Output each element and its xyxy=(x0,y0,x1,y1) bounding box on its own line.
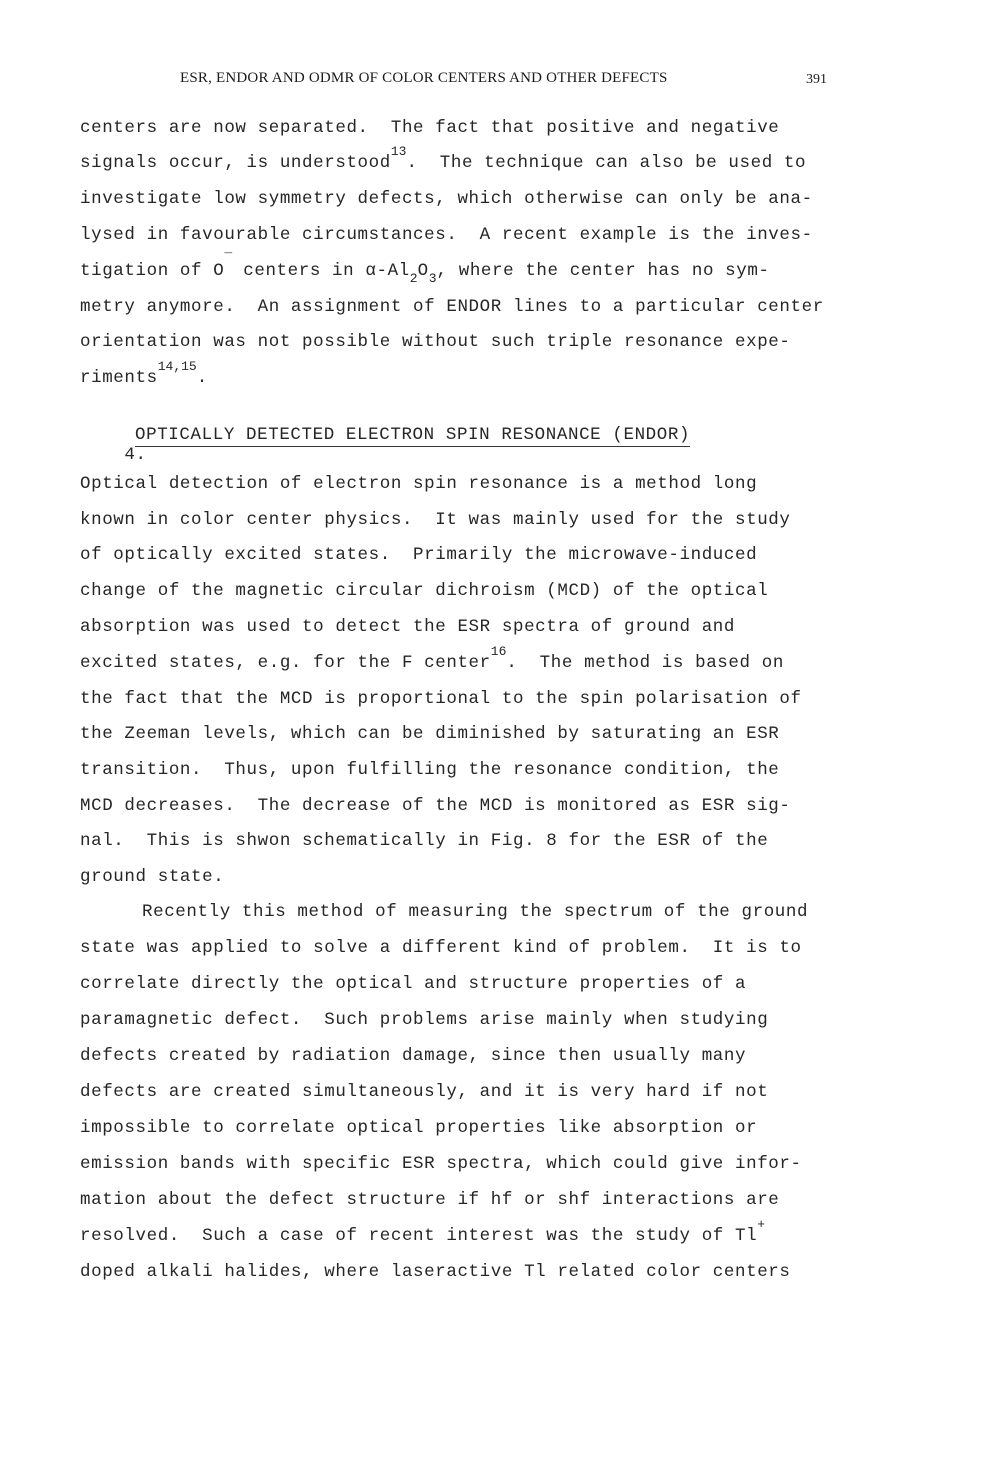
charge-superscript: ¯ xyxy=(224,252,233,267)
citation-superscript: 16 xyxy=(490,644,507,659)
text-line: orientation was not possible without such triple resonance expe- xyxy=(80,332,791,352)
charge-superscript: + xyxy=(757,1217,766,1232)
section-number: 4. xyxy=(124,445,147,465)
text-line: defects created by radiation damage, since then usually many xyxy=(80,1046,747,1066)
text-line: of optically excited states. Primarily the microwave-induced xyxy=(80,545,758,565)
text-span: . The technique can also be used to xyxy=(406,153,807,173)
text-line: Recently this method of measuring the spectrum of the ground xyxy=(142,902,809,922)
text-line: centers are now separated. The fact that positive and negative xyxy=(80,118,780,138)
text-line: paramagnetic defect. Such problems arise mainly when studying xyxy=(80,1010,769,1030)
text-line xyxy=(80,1217,766,1246)
citation-superscript: 14,15 xyxy=(157,359,197,374)
text-line: mation about the defect structure if hf or shf interactions are xyxy=(80,1190,780,1210)
text-line: MCD decreases. The decrease of the MCD is monitored as ESR sig- xyxy=(80,796,791,816)
text-line: emission bands with specific ESR spectra, which could give infor- xyxy=(80,1154,802,1174)
page-number: 391 xyxy=(806,72,827,87)
subscript: 3 xyxy=(428,271,437,286)
text-line xyxy=(80,359,208,388)
text-span: signals occur, is understood xyxy=(80,153,391,173)
text-line xyxy=(80,252,770,286)
text-span: . The method is based on xyxy=(506,653,784,673)
text-line: metry anymore. An assignment of ENDOR lines to a particular center xyxy=(80,297,824,317)
text-line: investigate low symmetry defects, which otherwise can only be ana- xyxy=(80,189,813,209)
subscript: 2 xyxy=(409,271,418,286)
text-line: lysed in favourable circumstances. A recent example is the inves- xyxy=(80,225,813,245)
text-line: the fact that the MCD is proportional to the spin polarisation of xyxy=(80,689,802,709)
running-header: ESR, ENDOR AND ODMR OF COLOR CENTERS AND OTHER DEFECTS xyxy=(180,70,668,86)
text-span: riments xyxy=(80,368,158,388)
text-span: . xyxy=(196,368,208,388)
text-span: tigation of O xyxy=(80,261,225,281)
citation-superscript: 13 xyxy=(390,144,407,159)
text-line: absorption was used to detect the ESR spectra of ground and xyxy=(80,617,736,637)
text-span: , where the center has no sym- xyxy=(436,261,770,281)
text-line: Optical detection of electron spin resonance is a method long xyxy=(80,474,758,494)
text-line: ground state. xyxy=(80,867,225,887)
text-span: excited states, e.g. for the F center xyxy=(80,653,491,673)
text-line: change of the magnetic circular dichroism (MCD) of the optical xyxy=(80,581,769,601)
text-line: impossible to correlate optical properties like absorption or xyxy=(80,1118,758,1138)
text-span: centers in α-Al xyxy=(232,261,410,281)
text-line: known in color center physics. It was mainly used for the study xyxy=(80,510,791,530)
text-line xyxy=(80,144,807,173)
text-span: O xyxy=(417,261,429,281)
text-line: transition. Thus, upon fulfilling the resonance condition, the xyxy=(80,760,780,780)
text-span: resolved. Such a case of recent interest was the study of Tl xyxy=(80,1226,758,1246)
section-title: OPTICALLY DETECTED ELECTRON SPIN RESONANCE (ENDOR) xyxy=(135,425,691,445)
text-line: doped alkali halides, where laseractive Tl related color centers xyxy=(80,1262,791,1282)
text-line: defects are created simultaneously, and it is very hard if not xyxy=(80,1082,769,1102)
text-line: correlate directly the optical and structure properties of a xyxy=(80,974,747,994)
text-line: the Zeeman levels, which can be diminished by saturating an ESR xyxy=(80,724,780,744)
text-line xyxy=(80,644,784,673)
text-line: state was applied to solve a different kind of problem. It is to xyxy=(80,938,802,958)
text-line: nal. This is shwon schematically in Fig. 8 for the ESR of the xyxy=(80,831,769,851)
